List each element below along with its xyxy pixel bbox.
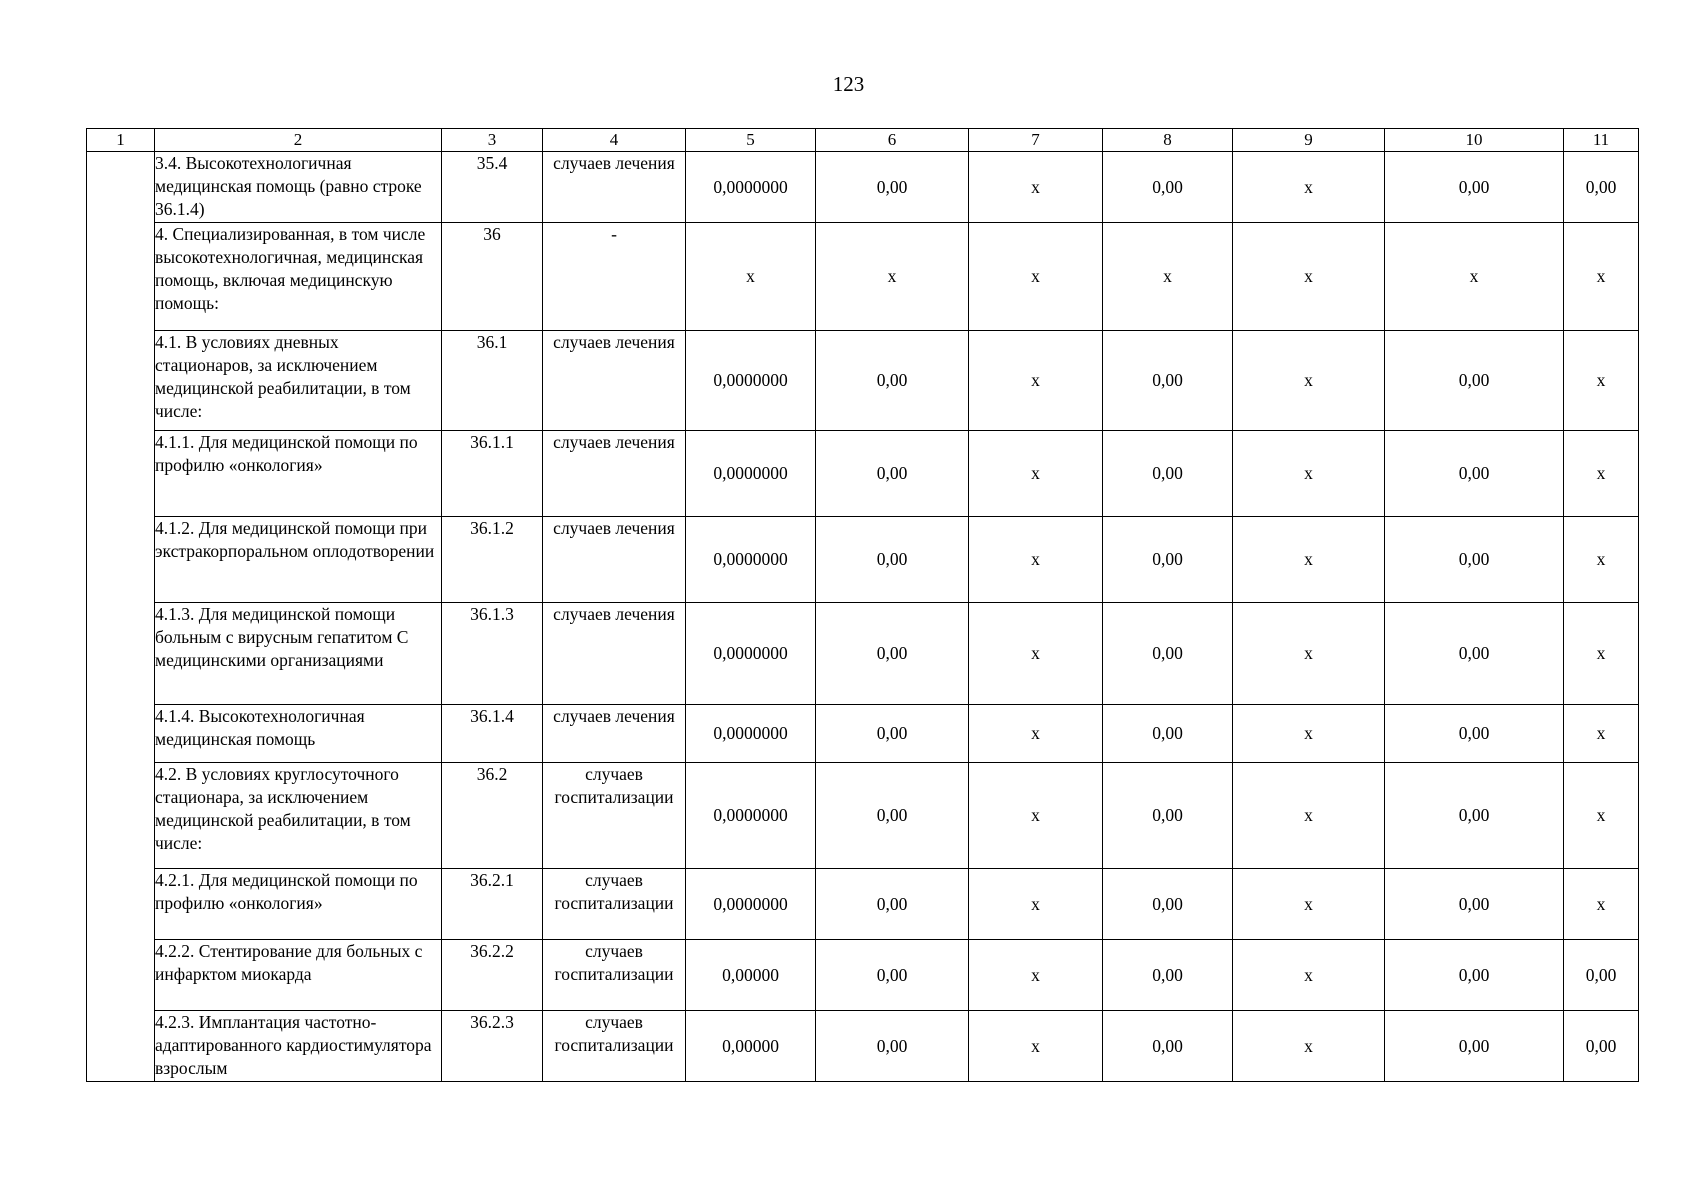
value-cell-6: 0,00	[816, 517, 969, 603]
value-cell-5: 0,00000	[686, 1011, 816, 1082]
unit-cell: случаев лечения	[543, 331, 686, 431]
page-number: 123	[832, 72, 865, 96]
value-cell-6: 0,00	[816, 705, 969, 763]
header-cell-11: 11	[1564, 129, 1639, 152]
value-cell-7: х	[969, 705, 1103, 763]
value-cell-11: х	[1564, 763, 1639, 869]
row-code-cell: 36	[442, 223, 543, 331]
header-cell-4: 4	[543, 129, 686, 152]
header-cell-3: 3	[442, 129, 543, 152]
table-row	[87, 517, 1639, 603]
indicator-name-cell: 4.1.2. Для медицинской помощи при экстракорпоральном оплодотворении	[155, 517, 442, 603]
value-cell-6: 0,00	[816, 763, 969, 869]
value-cell-11: 0,00	[1564, 152, 1639, 223]
value-cell-7: х	[969, 152, 1103, 223]
value-cell-7: х	[969, 603, 1103, 705]
indicator-name-cell: 4. Специализированная, в том числе высокотехнологичная, медицинская помощь, включая медицинскую помощь:	[155, 223, 442, 331]
table-row	[87, 940, 1639, 1011]
value-cell-11: х	[1564, 517, 1639, 603]
header-cell-5: 5	[686, 129, 816, 152]
value-cell-5: 0,0000000	[686, 705, 816, 763]
value-cell-7: х	[969, 869, 1103, 940]
value-cell-7: х	[969, 940, 1103, 1011]
unit-cell: случаев госпитализации	[543, 869, 686, 940]
header-cell-1: 1	[87, 129, 155, 152]
value-cell-10: 0,00	[1385, 517, 1564, 603]
unit-cell: случаев лечения	[543, 152, 686, 223]
value-cell-5: 0,0000000	[686, 331, 816, 431]
table-row	[87, 152, 1639, 223]
value-cell-5: 0,0000000	[686, 517, 816, 603]
row-group-cell	[87, 152, 155, 1082]
value-cell-10: х	[1385, 223, 1564, 331]
value-cell-9: х	[1233, 331, 1385, 431]
unit-cell: случаев лечения	[543, 705, 686, 763]
value-cell-5: 0,0000000	[686, 431, 816, 517]
indicator-name-cell: 4.1.3. Для медицинской помощи больным с вирусным гепатитом С медицинскими организациями	[155, 603, 442, 705]
value-cell-8: 0,00	[1103, 869, 1233, 940]
value-cell-10: 0,00	[1385, 1011, 1564, 1082]
value-cell-9: х	[1233, 517, 1385, 603]
table-row	[87, 431, 1639, 517]
value-cell-11: х	[1564, 603, 1639, 705]
table-row	[87, 223, 1639, 331]
value-cell-5: 0,00000	[686, 940, 816, 1011]
value-cell-5: 0,0000000	[686, 603, 816, 705]
row-code-cell: 36.2.1	[442, 869, 543, 940]
row-code-cell: 36.2.3	[442, 1011, 543, 1082]
row-code-cell: 36.2.2	[442, 940, 543, 1011]
value-cell-10: 0,00	[1385, 940, 1564, 1011]
row-code-cell: 36.1.4	[442, 705, 543, 763]
value-cell-9: х	[1233, 763, 1385, 869]
indicator-name-cell: 4.1. В условиях дневных стационаров, за исключением медицинской реабилитации, в том числе:	[155, 331, 442, 431]
value-cell-10: 0,00	[1385, 431, 1564, 517]
row-code-cell: 36.2	[442, 763, 543, 869]
table-row	[87, 331, 1639, 431]
value-cell-8: 0,00	[1103, 603, 1233, 705]
value-cell-6: 0,00	[816, 869, 969, 940]
indicator-name-cell: 4.2. В условиях круглосуточного стационара, за исключением медицинской реабилитации, в том числе:	[155, 763, 442, 869]
value-cell-10: 0,00	[1385, 869, 1564, 940]
header-cell-10: 10	[1385, 129, 1564, 152]
value-cell-10: 0,00	[1385, 603, 1564, 705]
value-cell-11: х	[1564, 223, 1639, 331]
value-cell-8: 0,00	[1103, 705, 1233, 763]
value-cell-7: х	[969, 763, 1103, 869]
header-row	[87, 129, 1639, 152]
unit-cell: случаев лечения	[543, 431, 686, 517]
value-cell-6: 0,00	[816, 1011, 969, 1082]
value-cell-5: 0,0000000	[686, 763, 816, 869]
value-cell-8: 0,00	[1103, 940, 1233, 1011]
value-cell-9: х	[1233, 705, 1385, 763]
value-cell-7: х	[969, 331, 1103, 431]
value-cell-9: х	[1233, 223, 1385, 331]
unit-cell: случаев лечения	[543, 517, 686, 603]
table-row	[87, 869, 1639, 940]
header-cell-7: 7	[969, 129, 1103, 152]
value-cell-5: 0,0000000	[686, 152, 816, 223]
value-cell-8: 0,00	[1103, 431, 1233, 517]
value-cell-6: 0,00	[816, 152, 969, 223]
value-cell-11: х	[1564, 331, 1639, 431]
value-cell-8: 0,00	[1103, 331, 1233, 431]
value-cell-10: 0,00	[1385, 763, 1564, 869]
value-cell-8: 0,00	[1103, 152, 1233, 223]
value-cell-6: 0,00	[816, 940, 969, 1011]
row-code-cell: 36.1.3	[442, 603, 543, 705]
value-cell-11: 0,00	[1564, 1011, 1639, 1082]
indicator-name-cell: 4.1.4. Высокотехнологичная медицинская помощь	[155, 705, 442, 763]
value-cell-9: х	[1233, 1011, 1385, 1082]
data-table	[86, 128, 1639, 1082]
value-cell-6: 0,00	[816, 603, 969, 705]
row-code-cell: 35.4	[442, 152, 543, 223]
value-cell-6: 0,00	[816, 431, 969, 517]
value-cell-6: 0,00	[816, 331, 969, 431]
unit-cell: случаев лечения	[543, 603, 686, 705]
value-cell-10: 0,00	[1385, 705, 1564, 763]
value-cell-8: 0,00	[1103, 1011, 1233, 1082]
indicator-name-cell: 4.2.2. Стентирование для больных с инфарктом миокарда	[155, 940, 442, 1011]
value-cell-8: х	[1103, 223, 1233, 331]
indicator-name-cell: 4.1.1. Для медицинской помощи по профилю «онкология»	[155, 431, 442, 517]
value-cell-11: х	[1564, 705, 1639, 763]
row-code-cell: 36.1.1	[442, 431, 543, 517]
row-code-cell: 36.1	[442, 331, 543, 431]
table-row	[87, 705, 1639, 763]
row-code-cell: 36.1.2	[442, 517, 543, 603]
value-cell-10: 0,00	[1385, 152, 1564, 223]
value-cell-11: х	[1564, 431, 1639, 517]
value-cell-7: х	[969, 1011, 1103, 1082]
value-cell-8: 0,00	[1103, 763, 1233, 869]
header-cell-9: 9	[1233, 129, 1385, 152]
indicator-name-cell: 4.2.3. Имплантация частотно-адаптированного кардиостимулятора взрослым	[155, 1011, 442, 1082]
value-cell-9: х	[1233, 940, 1385, 1011]
value-cell-9: х	[1233, 869, 1385, 940]
table-row	[87, 763, 1639, 869]
value-cell-9: х	[1233, 603, 1385, 705]
value-cell-5: х	[686, 223, 816, 331]
indicator-name-cell: 3.4. Высокотехнологичная медицинская помощь (равно строке 36.1.4)	[155, 152, 442, 223]
value-cell-11: 0,00	[1564, 940, 1639, 1011]
value-cell-8: 0,00	[1103, 517, 1233, 603]
table-row	[87, 1011, 1639, 1082]
header-cell-2: 2	[155, 129, 442, 152]
value-cell-7: х	[969, 431, 1103, 517]
unit-cell: случаев госпитализации	[543, 763, 686, 869]
header-cell-6: 6	[816, 129, 969, 152]
value-cell-9: х	[1233, 431, 1385, 517]
unit-cell: -	[543, 223, 686, 331]
unit-cell: случаев госпитализации	[543, 1011, 686, 1082]
value-cell-10: 0,00	[1385, 331, 1564, 431]
indicator-name-cell: 4.2.1. Для медицинской помощи по профилю «онкология»	[155, 869, 442, 940]
value-cell-7: х	[969, 517, 1103, 603]
unit-cell: случаев госпитализации	[543, 940, 686, 1011]
value-cell-5: 0,0000000	[686, 869, 816, 940]
value-cell-6: х	[816, 223, 969, 331]
table-row	[87, 603, 1639, 705]
value-cell-7: х	[969, 223, 1103, 331]
header-cell-8: 8	[1103, 129, 1233, 152]
value-cell-11: х	[1564, 869, 1639, 940]
value-cell-9: х	[1233, 152, 1385, 223]
